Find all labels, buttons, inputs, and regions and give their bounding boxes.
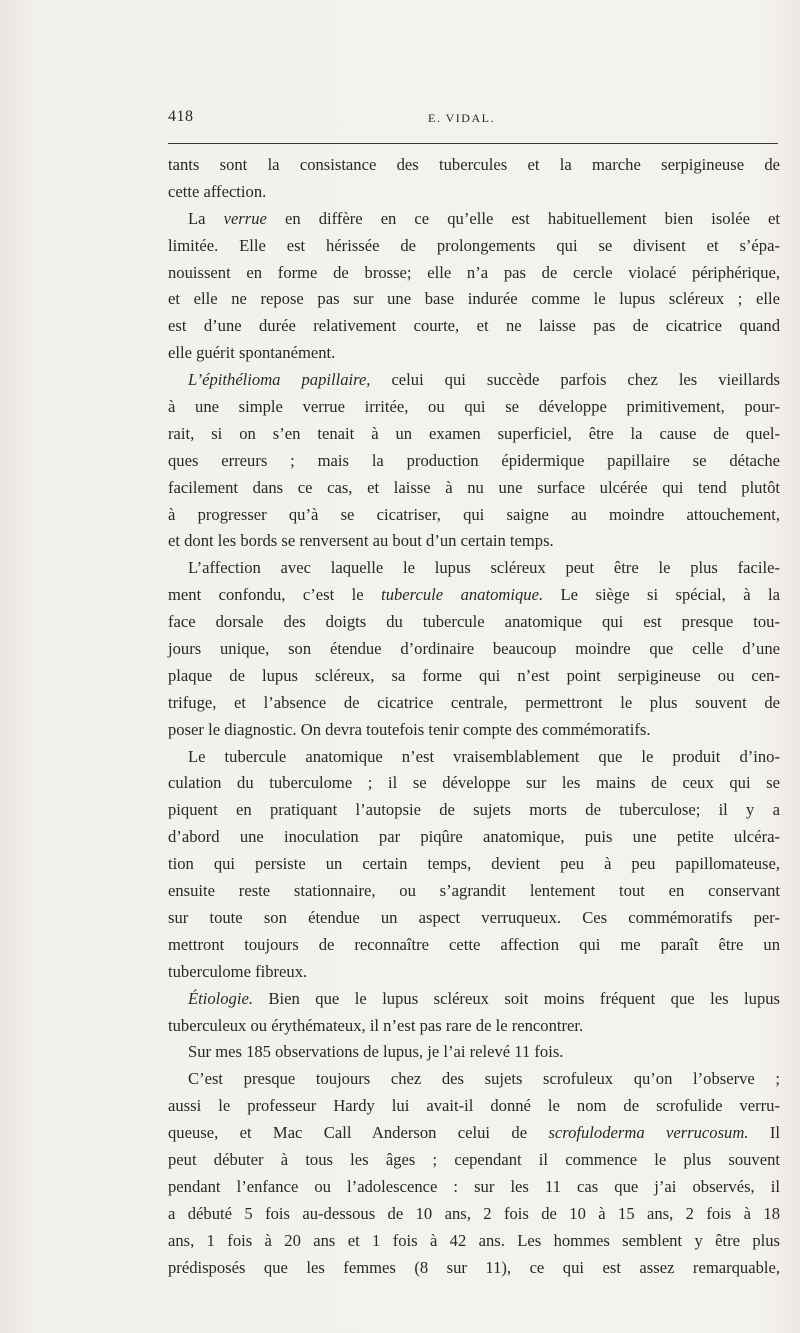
text-line: trifuge, et l’absence de cicatrice centrale, permettront le plus souvent de: [168, 692, 780, 712]
text-span: Le siège si spécial, à la: [543, 585, 780, 605]
text-line: plaque de lupus scléreux, sa forme qui n’est point serpigineuse ou cen-: [168, 665, 780, 685]
text-line: est d’une durée relativement courte, et ne laisse pas de cicatrice quand: [168, 316, 780, 336]
text-line: culation du tuberculome ; il se développe sur les mains de ceux qui se: [168, 773, 780, 793]
running-head: E. VIDAL.: [428, 111, 495, 125]
italic-term: L’épithélioma papillaire,: [188, 370, 371, 390]
text-line: tants sont la consistance des tubercules et la marche serpigineuse de: [168, 155, 780, 174]
header-rule: [168, 143, 778, 144]
text-line: ques erreurs ; mais la production épidermique papillaire se détache: [168, 450, 780, 470]
page-header: [168, 108, 778, 132]
text-line: d’abord une inoculation par piqûre anatomique, puis une petite ulcéra-: [168, 827, 780, 847]
text-line: jours unique, son étendue d’ordinaire beaucoup moindre que celle d’une: [168, 639, 780, 659]
italic-term: tubercule anatomique.: [381, 585, 544, 605]
text-line: à progresser qu’à se cicatriser, qui saigne au moindre attouchement,: [168, 504, 780, 524]
text-line: sur toute son étendue un aspect verruqueux. Ces commémoratifs per-: [168, 907, 780, 927]
text-line: limitée. Elle est hérissée de prolongements qui se divisent et s’épa-: [168, 235, 780, 255]
text-line: à une simple verrue irritée, ou qui se développe primitivement, pour-: [168, 397, 780, 417]
text-span: Bien que le lupus scléreux soit moins fréquent que les lupus: [252, 988, 780, 1008]
text-line: et elle ne repose pas sur une base indurée comme le lupus scléreux ; elle: [168, 289, 780, 309]
italic-term: Étiologie.: [188, 988, 253, 1008]
text-line: C’est presque toujours chez des sujets scrofuleux qu’on l’observe ;: [188, 1069, 780, 1089]
text-line: elle guérit spontanément.: [168, 343, 336, 363]
text-line: cette affection.: [168, 181, 267, 201]
italic-term: scrofuloderma verrucosum.: [548, 1123, 749, 1143]
text-line: prédisposés que les femmes (8 sur 11), ce qui est assez remarquable,: [168, 1257, 780, 1277]
body-text: [168, 152, 780, 1281]
text-line: et dont les bords se renversent au bout d’un certain temps.: [168, 531, 554, 551]
text-line: Sur mes 185 observations de lupus, je l’ai relevé 11 fois.: [188, 1042, 564, 1062]
text-line: piquent en pratiquant l’autopsie de sujets morts de tuberculose; il y a: [168, 800, 780, 820]
text-line: [168, 367, 780, 394]
text-line: [168, 206, 780, 233]
text-line: mettront toujours de reconnaître cette affection qui me paraît être un: [168, 934, 780, 954]
text-span: ment confondu, c’est le: [168, 585, 382, 605]
text-line: facilement dans ce cas, et laisse à nu une surface ulcérée qui tend plutôt: [168, 477, 780, 497]
text-line: pendant l’enfance ou l’adolescence : sur les 11 cas que j’ai observés, il: [168, 1176, 780, 1196]
text-line: tuberculome fibreux.: [168, 961, 308, 981]
text-line: L’affection avec laquelle le lupus scléreux peut être le plus facile-: [188, 558, 780, 578]
text-span: en diffère en ce qu’elle est habituellement bien isolée et: [266, 208, 780, 228]
text-span: celui qui succède parfois chez les vieillards: [370, 370, 780, 390]
text-line: nouissent en forme de brosse; elle n’a pas de cercle violacé périphérique,: [168, 262, 780, 282]
text-line: [168, 1120, 780, 1147]
text-span: queuse, et Mac Call Anderson celui de: [168, 1123, 549, 1143]
text-line: a débuté 5 fois au-dessous de 10 ans, 2 fois de 10 à 15 ans, 2 fois à 18: [168, 1203, 780, 1223]
text-line: Le tubercule anatomique n’est vraisemblablement que le produit d’ino-: [188, 746, 780, 766]
text-line: [168, 986, 780, 1013]
text-line: poser le diagnostic. On devra toutefois tenir compte des commémoratifs.: [168, 719, 651, 739]
text-line: [168, 582, 780, 609]
italic-term: verrue: [223, 208, 267, 228]
text-line: tuberculeux ou érythémateux, il n’est pas rare de le rencontrer.: [168, 1015, 584, 1035]
text-span: Il: [748, 1123, 780, 1143]
text-line: aussi le professeur Hardy lui avait-il donné le nom de scrofulide verru-: [168, 1096, 780, 1116]
text-line: tion qui persiste un certain temps, devient peu à peu papillomateuse,: [168, 854, 780, 874]
text-line: ans, 1 fois à 20 ans et 1 fois à 42 ans. Les hommes semblent y être plus: [168, 1230, 780, 1250]
text-line: rait, si on s’en tenait à un examen superficiel, être la cause de quel-: [168, 423, 780, 443]
text-line: ensuite reste stationnaire, ou s’agrandit lentement tout en conservant: [168, 881, 780, 901]
page-number: 418: [168, 108, 194, 125]
text-line: peut débuter à tous les âges ; cependant il commence le plus souvent: [168, 1149, 780, 1169]
text-span: La: [188, 208, 224, 228]
text-line: face dorsale des doigts du tubercule anatomique qui est presque tou-: [168, 612, 780, 632]
